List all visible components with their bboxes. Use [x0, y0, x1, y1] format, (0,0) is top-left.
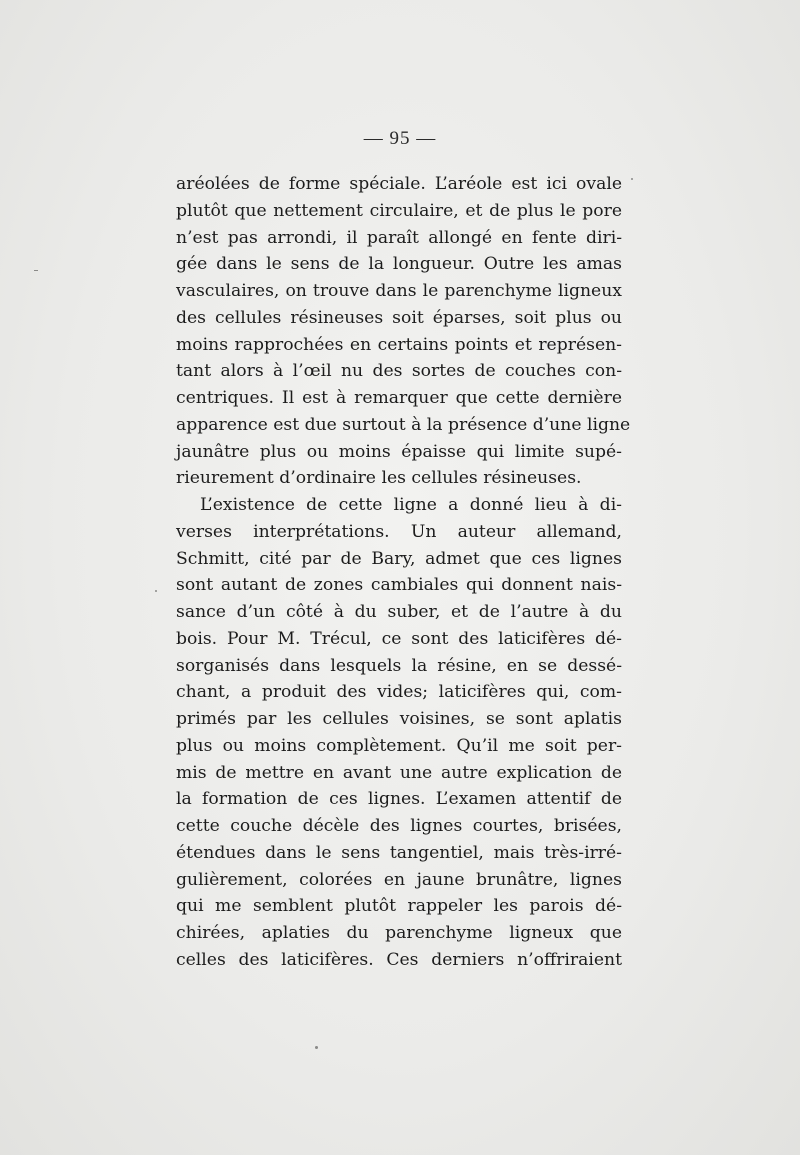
- text-line: des cellules résineuses soit éparses, soit plus ou: [176, 307, 622, 328]
- text-line: étendues dans le sens tangentiel, mais très-irré-: [176, 842, 622, 863]
- text-line: primés par les cellules voisines, se sont aplatis: [176, 709, 622, 729]
- text-line: la formation de ces lignes. L’examen attentif de: [176, 789, 622, 810]
- text-line: centriques. Il est à remarquer que cette dernière: [176, 388, 622, 408]
- text-line: cette couche décèle des lignes courtes, brisées,: [176, 816, 622, 836]
- text-line: sont autant de zones cambiales qui donnent nais-: [176, 575, 622, 596]
- body-text: [176, 171, 631, 974]
- text-line: plus ou moins complètement. Qu’il me soit per-: [176, 735, 622, 756]
- text-line: vasculaires, on trouve dans le parenchyme ligneux: [176, 281, 622, 301]
- text-line: moins rapprochées en certains points et représen-: [176, 334, 622, 355]
- paper-speck: [315, 1046, 318, 1049]
- text-line: qui me semblent plutôt rappeler les parois dé-: [176, 896, 622, 917]
- text-line: sance d’un côté à du suber, et de l’autre à du: [176, 602, 622, 622]
- text-line: celles des laticifères. Ces derniers n’offriraient: [176, 949, 622, 970]
- text-line: apparence est due surtout à la présence d’une ligne: [176, 414, 631, 435]
- text-line: verses interprétations. Un auteur allemand,: [176, 521, 622, 542]
- text-line: bois. Pour M. Trécul, ce sont des laticifères dé-: [176, 628, 622, 649]
- paper-speck: [34, 270, 38, 271]
- text-line: chant, a produit des vides; laticifères qui, com-: [176, 682, 622, 703]
- text-line: n’est pas arrondi, il paraît allongé en fente diri-: [176, 227, 622, 248]
- text-line: gulièrement, colorées en jaune brunâtre, lignes: [176, 869, 622, 890]
- paper-speck: [155, 590, 157, 592]
- text-line: Schmitt, cité par de Bary, admet que ces lignes: [176, 548, 622, 569]
- text-line: mis de mettre en avant une autre explication de: [176, 762, 622, 783]
- text-line: jaunâtre plus ou moins épaisse qui limite supé-: [176, 441, 622, 462]
- text-line: sorganisés dans lesquels la résine, en se dessé-: [176, 655, 622, 676]
- paper-speck: [631, 178, 633, 180]
- page-number: — 95 —: [363, 128, 437, 149]
- text-line: plutôt que nettement circulaire, et de plus le pore: [176, 200, 622, 221]
- text-line: chirées, aplaties du parenchyme ligneux que: [176, 923, 622, 943]
- text-line: gée dans le sens de la longueur. Outre les amas: [176, 254, 622, 275]
- text-line: aréolées de forme spéciale. L’aréole est ici ovale: [176, 174, 622, 194]
- text-line: tant alors à l’œil nu des sortes de couches con-: [176, 361, 622, 382]
- text-line: rieurement d’ordinaire les cellules résineuses.: [176, 468, 582, 489]
- text-line: L’existence de cette ligne a donné lieu à di-: [200, 495, 622, 515]
